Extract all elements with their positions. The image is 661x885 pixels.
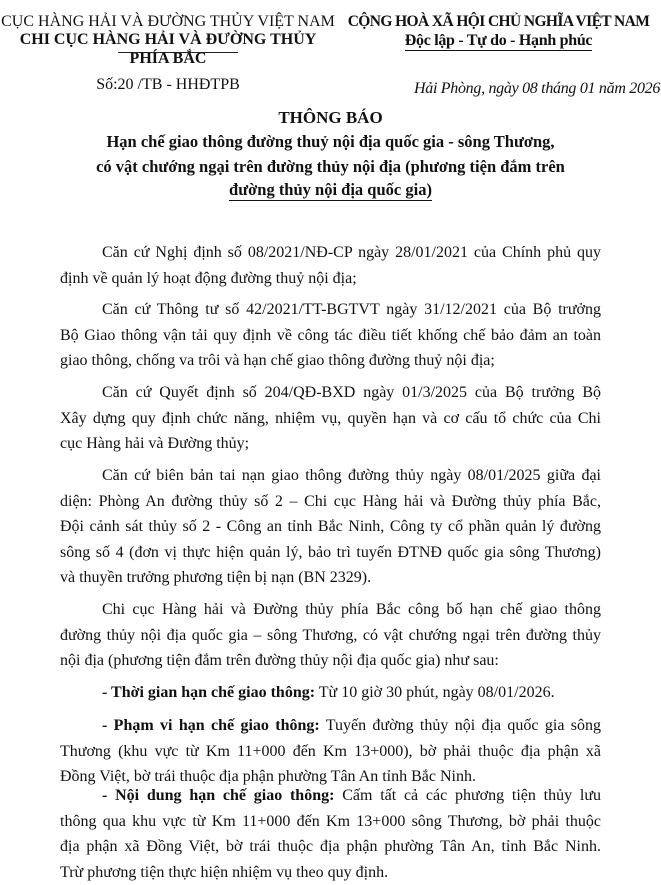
text-line: sông số 4 (đơn vị thực hiện quản lý, bảo trì tuyến ĐTNĐ quốc gia sông Thương) <box>60 540 601 566</box>
agency-underline <box>118 52 238 53</box>
item-text: Cấm tất cả các phương tiện thủy lưu <box>334 787 601 804</box>
text-line: Căn cứ biên bản tai nạn giao thông đường thủy ngày 08/01/2025 giữa đại <box>60 463 601 489</box>
text-line: Căn cứ Quyết định số 204/QĐ-BXD ngày 01/3/2025 của Bộ trưởng Bộ <box>60 380 601 406</box>
country-name: CỘNG HOÀ XÃ HỘI CHỦ NGHĨA VIỆT NAM <box>336 12 661 31</box>
text-line: Căn cứ Thông tư số 42/2021/TT-BGTVT ngày 31/12/2021 của Bộ trưởng <box>60 297 601 323</box>
doc-number: Số:20 /TB - HHĐTPB <box>0 75 336 94</box>
text-line: Bộ Giao thông vận tải quy định về công tác điều tiết khống chế bảo đảm an toàn <box>60 323 601 349</box>
text-line: Xây dựng quy định chức năng, nhiệm vụ, quyền hạn và cơ cấu tổ chức của Chi <box>60 406 601 432</box>
text-line <box>60 680 601 706</box>
text-line: đường thủy nội địa quốc gia – sông Thương, có vật chướng ngại trên đường thủy <box>60 623 601 649</box>
text-line: Đội cảnh sát thủy số 2 - Công an tỉnh Bắc Ninh, Công ty cổ phần quản lý đường <box>60 514 601 540</box>
agency-parent: CỤC HÀNG HẢI VÀ ĐƯỜNG THỦY VIỆT NAM <box>0 12 336 31</box>
motto-text: Độc lập - Tự do - Hạnh phúc <box>405 32 592 51</box>
paragraph-legal-basis-2 <box>60 297 601 374</box>
text-line <box>60 713 601 739</box>
item-label: - Nội dung hạn chế giao thông: <box>102 787 334 804</box>
paragraph-legal-basis-4 <box>60 463 601 591</box>
item-label: - Thời gian hạn chế giao thông: <box>102 684 315 701</box>
text-line: và thuyền trưởng phương tiện bị nạn (BN 2329). <box>60 565 601 591</box>
item-text: Từ 10 giờ 30 phút, ngày 08/01/2026. <box>315 684 555 701</box>
paragraph-legal-basis-3 <box>60 380 601 457</box>
text-line: Đồng Việt, bờ trái thuộc địa phận phường Tân An tỉnh Bắc Ninh. <box>60 764 601 790</box>
item-restriction-content <box>60 783 601 885</box>
text-line: giao thông, chống va trôi và hạn chế giao thông đường thuỷ nội địa; <box>60 348 601 374</box>
motto <box>336 31 661 50</box>
text-line: cục Hàng hải và Đường thủy; <box>60 431 601 457</box>
doc-subtitle-line-2: có vật chướng ngại trên đường thủy nội địa (phương tiện đắm trên <box>0 157 661 177</box>
doc-subtitle-line-1: Hạn chế giao thông đường thuỷ nội địa quốc gia - sông Thương, <box>0 132 661 152</box>
agency-name: CHI CỤC HÀNG HẢI VÀ ĐƯỜNG THỦY PHÍA BẮC <box>0 30 336 68</box>
paragraph-announcement <box>60 597 601 674</box>
item-text: Tuyến đường thủy nội địa quốc gia sông <box>320 717 601 734</box>
doc-subtitle-line-3-text: đường thủy nội địa quốc gia) <box>229 180 432 201</box>
text-line: Chi cục Hàng hải và Đường thủy phía Bắc công bố hạn chế giao thông <box>60 597 601 623</box>
doc-date: Hải Phòng, ngày 08 tháng 01 năm 2026 <box>414 79 660 98</box>
doc-title: THÔNG BÁO <box>0 108 661 128</box>
item-restriction-scope <box>60 713 601 790</box>
text-line: Căn cứ Nghị định số 08/2021/NĐ-CP ngày 28/01/2021 của Chính phủ quy <box>60 240 601 266</box>
text-line: nội địa (phương tiện đắm trên đường thủy nội địa quốc gia) như sau: <box>60 648 601 674</box>
text-line: Trừ phương tiện thực hiện nhiệm vụ theo quy định. <box>60 860 601 885</box>
text-line: Thương (khu vực từ Km 11+000 đến Km 13+000), bờ phải thuộc địa phận xã <box>60 739 601 765</box>
text-line: định về quản lý hoạt động đường thuỷ nội địa; <box>60 266 601 292</box>
text-line <box>60 783 601 809</box>
item-label: - Phạm vi hạn chế giao thông: <box>102 717 320 734</box>
text-line: thông qua khu vực từ Km 11+000 đến Km 13+000 sông Thương, bờ phải thuộc <box>60 809 601 835</box>
doc-subtitle-line-3 <box>0 180 661 200</box>
text-line: diện: Phòng An đường thủy số 2 – Chi cục Hàng hải và Đường thủy phía Bắc, <box>60 489 601 515</box>
text-line: địa phận xã Đồng Việt, bờ trái thuộc địa phận phường Tân An, tỉnh Bắc Ninh. <box>60 834 601 860</box>
paragraph-legal-basis-1 <box>60 240 601 291</box>
item-restriction-time <box>60 680 601 706</box>
